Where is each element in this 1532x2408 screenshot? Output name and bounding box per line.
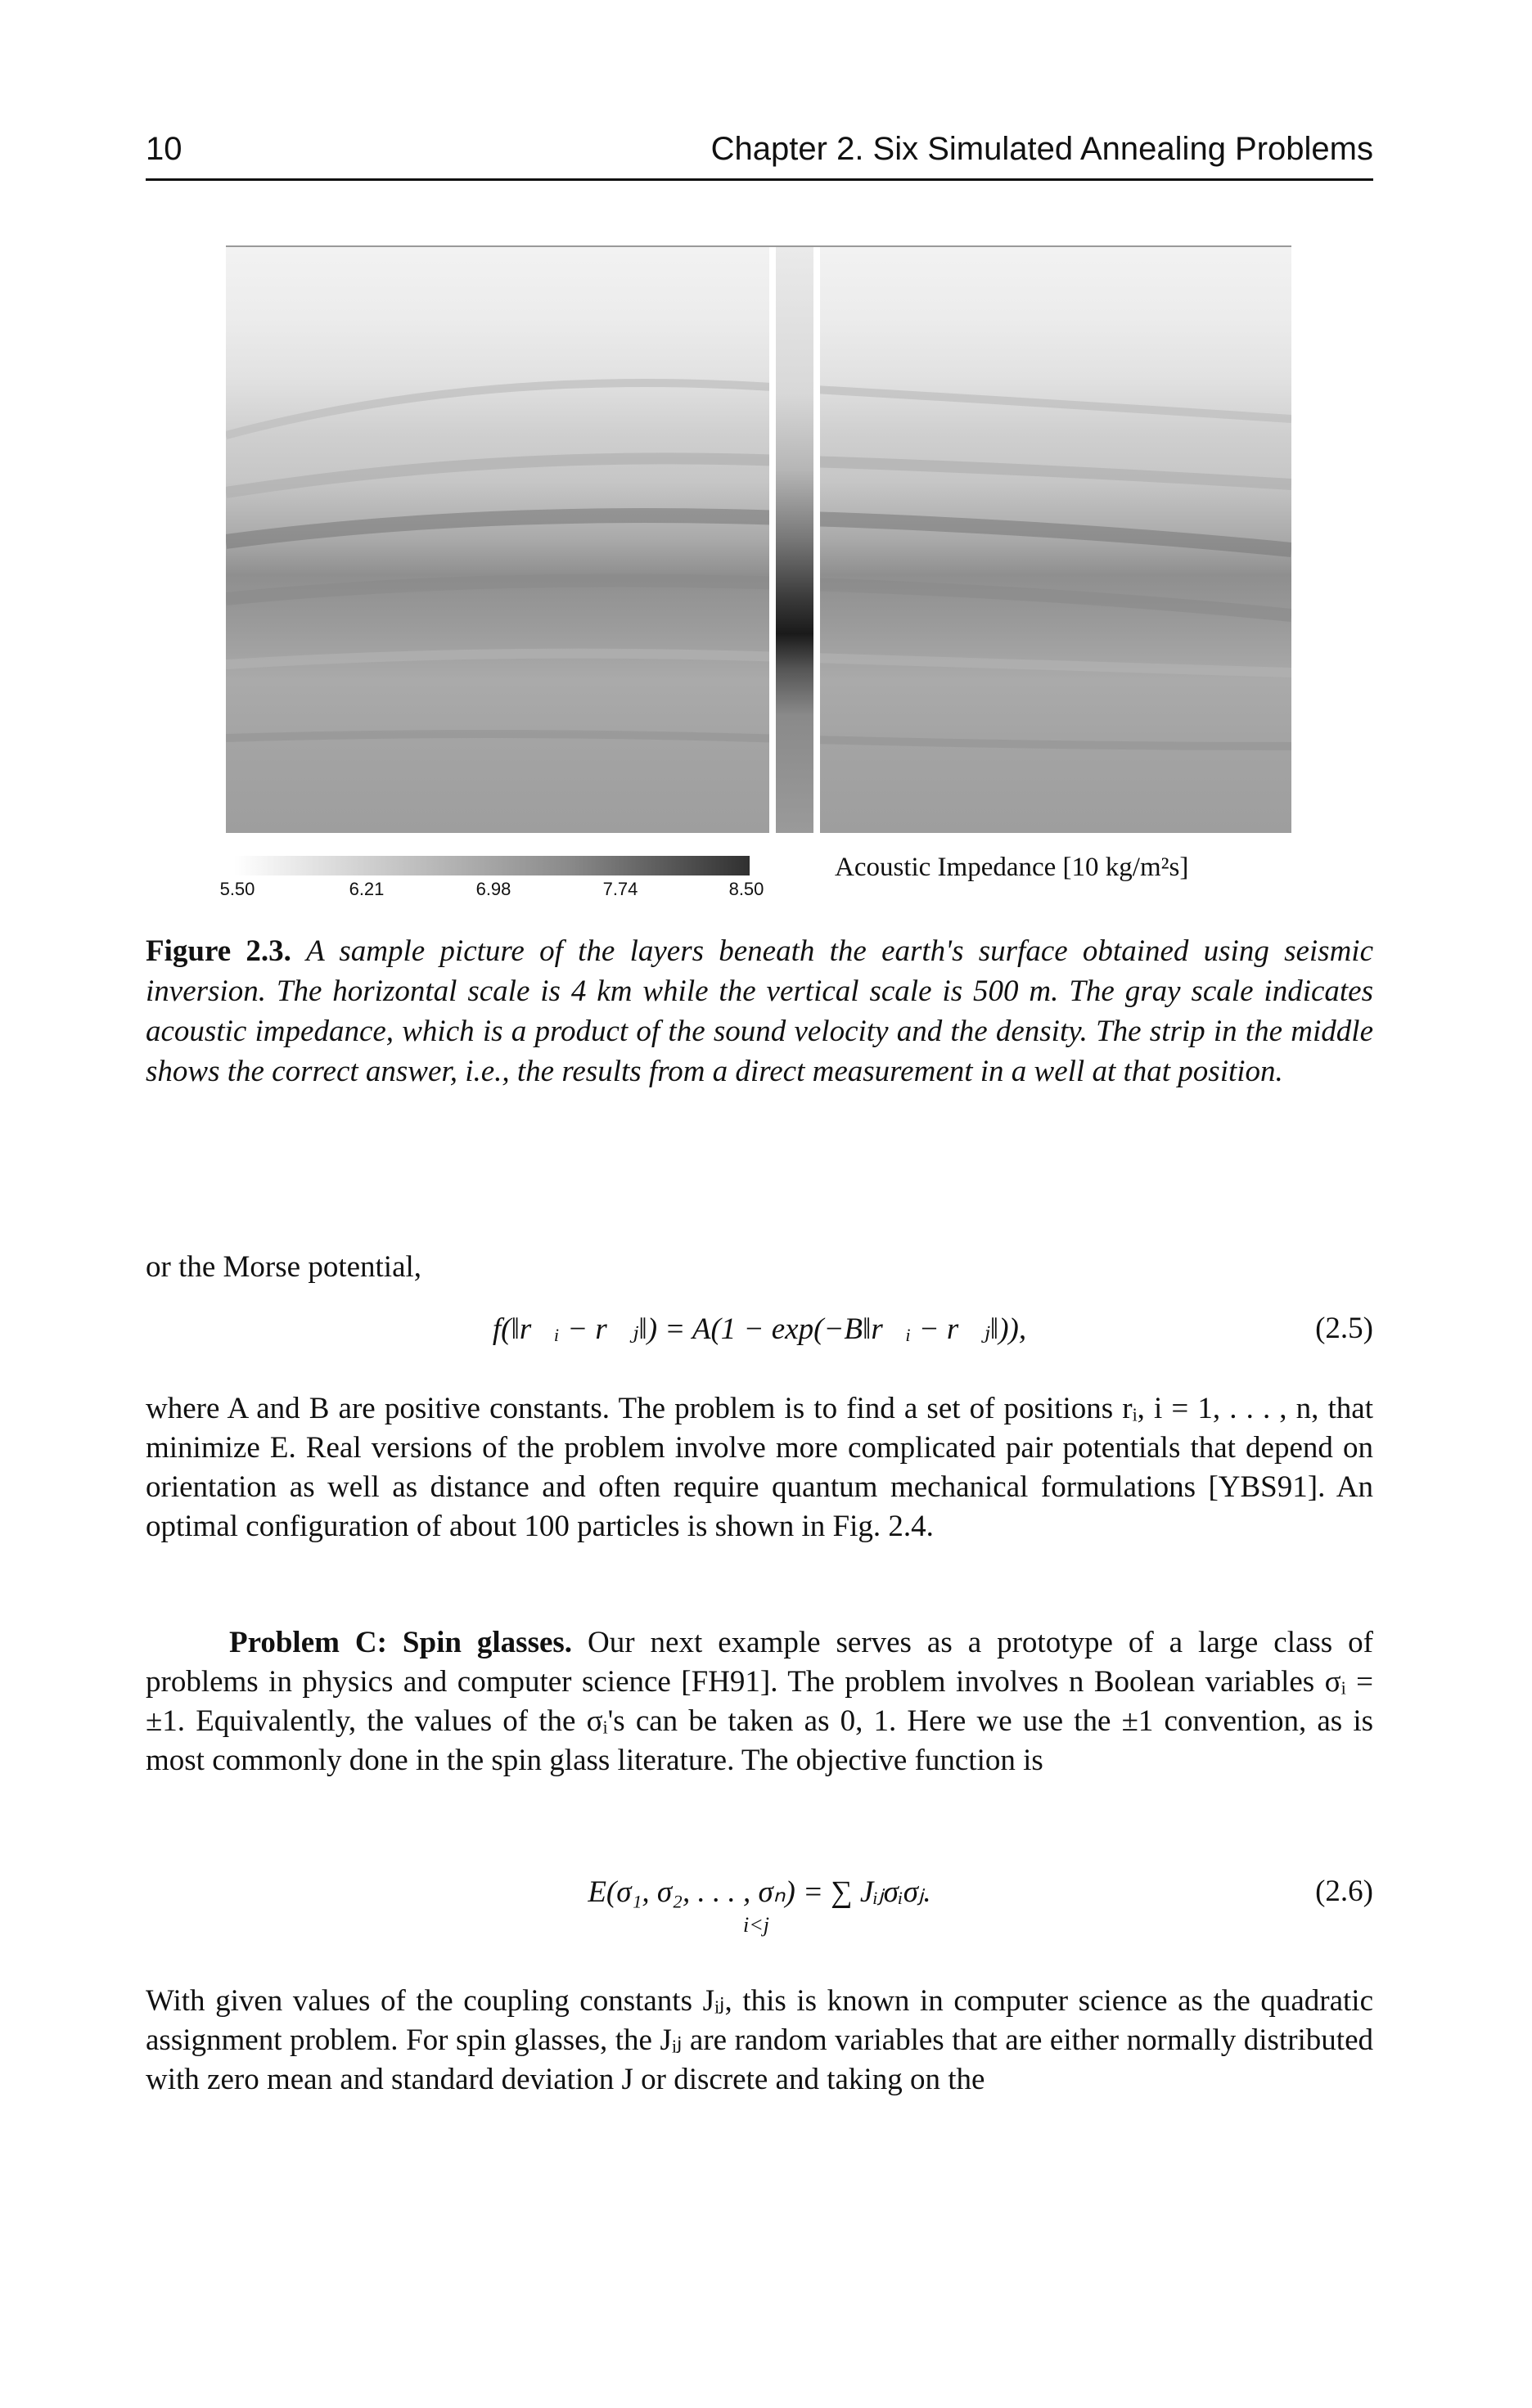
equation-number: (2.6) — [1315, 1875, 1373, 1908]
colorbar-tick: 8.50 — [728, 879, 764, 899]
chapter-title: Chapter 2. Six Simulated Annealing Problems — [710, 131, 1373, 167]
page-number: 10 — [146, 131, 182, 167]
page-header — [146, 124, 1373, 173]
colorbar-tick: 6.98 — [475, 879, 511, 899]
equation-2-6 — [146, 1874, 1373, 1937]
equation-2-5 — [146, 1311, 1373, 1353]
colorbar-tick: 6.21 — [349, 879, 385, 899]
paragraph: where A and B are positive constants. The problem is to find a set of positions rᵢ, i = 1, . . . , n, that minimize E. Real versions of the problem involve more complicated pair potentials that depend on orientation as well as distance and often require quantum mechanical formulations [YBS91]. An optimal configuration of about 100 particles is shown in Fig. 2.4. — [146, 1392, 1373, 1543]
impedance-colorbar — [234, 856, 750, 875]
colorbar-label: Acoustic Impedance [10 kg/m²s] — [835, 853, 1189, 882]
problem-heading: Problem C: Spin glasses. — [229, 1626, 573, 1659]
equation-body: E(σ₁, σ₂, . . . , σₙ) = ∑ Jᵢⱼσᵢσⱼ. — [588, 1875, 931, 1909]
sum-subscript: i<j — [743, 1913, 769, 1937]
intro-text: or the Morse potential, — [146, 1250, 422, 1284]
colorbar-tick: 5.50 — [219, 879, 255, 899]
paragraph — [146, 1623, 1373, 1780]
paragraph-text: Our next example serves as a prototype of a large class of problems in physics and computer science [FH91]. The problem involves n Boolean variables σᵢ = ±1. Equivalently, the values of the σᵢ's can be taken as 0, 1. Here we use the ±1 convention, as is most commonly done in the spin glass literature. The objective function is — [146, 1626, 1373, 1777]
caption-label: Figure 2.3. — [146, 934, 291, 968]
subsurface-layers — [226, 247, 1291, 833]
equation-body: f(‖r⃗ᵢ − r⃗ⱼ‖) = A(1 − exp(−B‖r⃗ᵢ − r⃗ⱼ‖)), — [492, 1312, 1027, 1346]
seismic-inversion-image — [226, 245, 1291, 833]
figure-caption — [146, 931, 1373, 1091]
paragraph: With given values of the coupling constants Jᵢⱼ, this is known in computer science as the quadratic assignment problem. For spin glasses, the Jᵢⱼ are random variables that are either normally distributed with zero mean and standard deviation J or discrete and taking on the — [146, 1984, 1373, 2096]
colorbar-tick: 7.74 — [602, 879, 638, 899]
well-measurement-strip — [776, 247, 813, 833]
header-rule — [146, 178, 1373, 181]
caption-text: A sample picture of the layers beneath the earth's surface obtained using seismic inversion. The horizontal scale is 4 km while the vertical scale is 500 m. The gray scale indicates acoustic impedance, which is a product of the sound velocity and the density. The strip in the middle shows the correct answer, i.e., the results from a direct measurement in a well at that position. — [146, 934, 1374, 1088]
equation-number: (2.5) — [1315, 1312, 1373, 1345]
